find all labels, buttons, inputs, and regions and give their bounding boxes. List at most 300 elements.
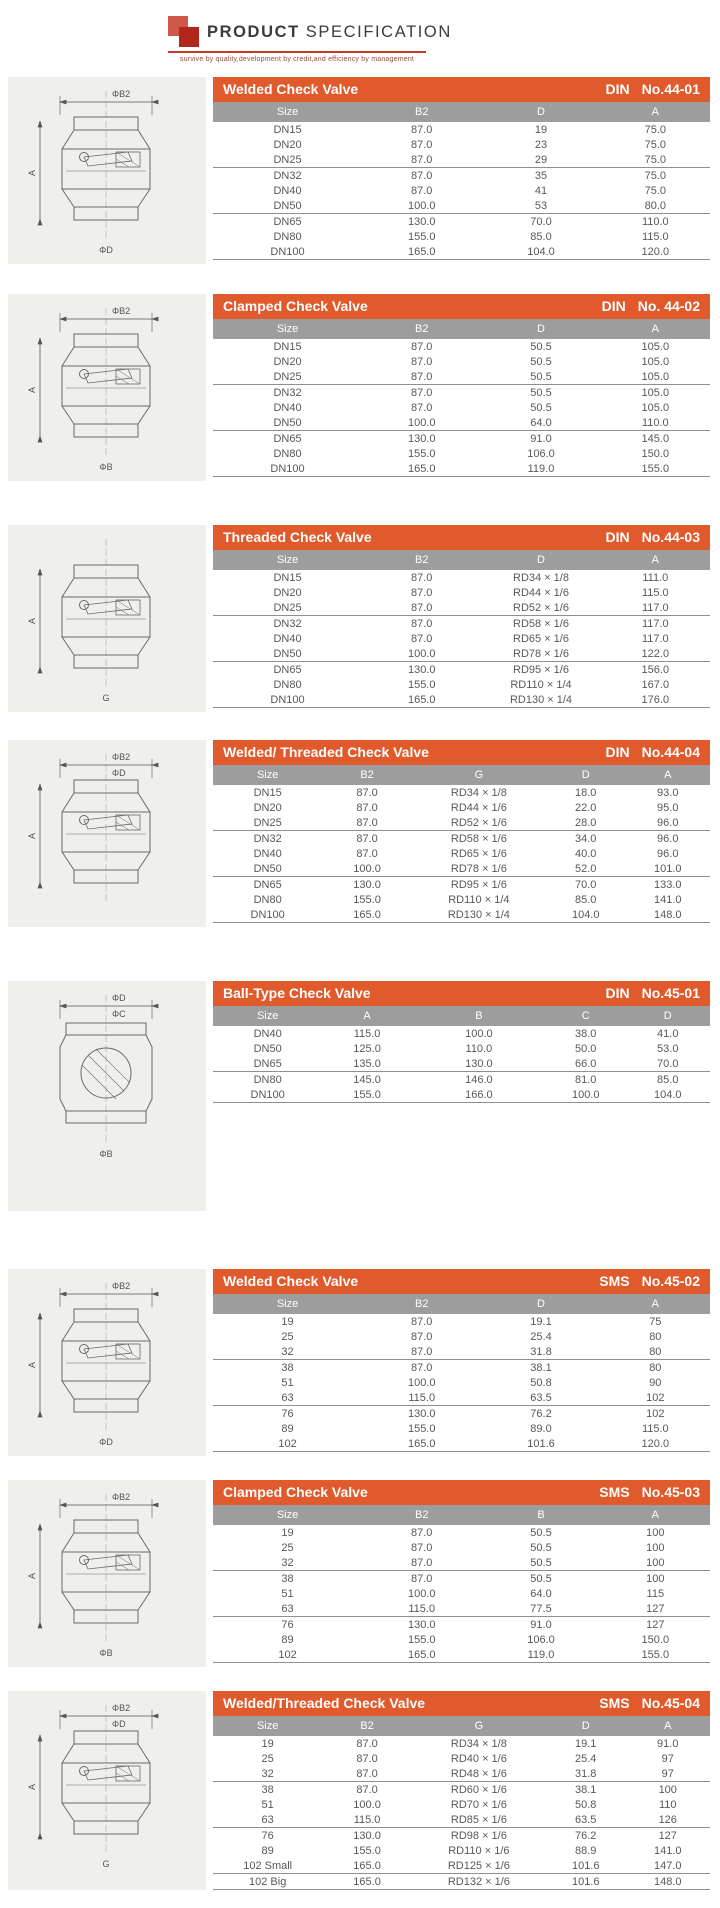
table-cell: 110.0 bbox=[465, 1042, 493, 1055]
table-cell: 85.0 bbox=[657, 1073, 679, 1086]
column-header: C bbox=[546, 1006, 626, 1026]
table-cell: DN40 bbox=[273, 184, 302, 197]
table-row bbox=[213, 1571, 710, 1587]
table-row bbox=[213, 631, 710, 646]
table-cell: 87.0 bbox=[356, 847, 378, 860]
standard-number: No.45-01 bbox=[641, 985, 700, 1001]
table-row bbox=[213, 662, 710, 678]
table-cell: DN25 bbox=[213, 152, 362, 168]
table-cell: 41.0 bbox=[657, 1027, 679, 1040]
table-row bbox=[213, 800, 710, 815]
table-row bbox=[213, 168, 710, 184]
table-cell: DN20 bbox=[273, 138, 302, 151]
spec-section bbox=[8, 525, 710, 712]
column-header: Size bbox=[213, 765, 322, 785]
table-row bbox=[213, 1782, 710, 1798]
table-cell: 66.0 bbox=[546, 1056, 626, 1072]
table-cell: 80 bbox=[601, 1344, 710, 1360]
table-cell: DN80 bbox=[273, 447, 302, 460]
drawing-panel bbox=[8, 981, 206, 1211]
table-cell: 51 bbox=[281, 1376, 294, 1389]
table-cell: RD58 × 1/6 bbox=[513, 617, 569, 630]
table-cell: 145.0 bbox=[641, 432, 670, 445]
table-cell: 155.0 bbox=[407, 230, 436, 243]
table-cell: RD48 × 1/6 bbox=[412, 1766, 546, 1782]
table-cell: 97 bbox=[661, 1752, 674, 1765]
column-header: A bbox=[601, 1294, 710, 1314]
table-cell: 85.0 bbox=[530, 230, 552, 243]
table-cell: DN80 bbox=[273, 230, 302, 243]
table-cell: 50.5 bbox=[530, 1541, 552, 1554]
table-row bbox=[213, 1555, 710, 1571]
table-row bbox=[213, 1072, 710, 1088]
table-cell: 102 Small bbox=[213, 1858, 322, 1874]
table-cell: 87.0 bbox=[356, 1752, 378, 1765]
table-cell: 76.2 bbox=[575, 1829, 597, 1842]
table-cell: 135.0 bbox=[322, 1056, 411, 1072]
table-cell: DN80 bbox=[273, 678, 302, 691]
table-title-bar bbox=[213, 1691, 710, 1716]
table-cell: 96.0 bbox=[657, 847, 679, 860]
table-cell: 155.0 bbox=[322, 1087, 411, 1103]
table-cell: 100 bbox=[601, 1555, 710, 1571]
standard-number: No.44-01 bbox=[641, 81, 700, 97]
table-row bbox=[213, 1812, 710, 1828]
valve-drawing-svg bbox=[16, 531, 198, 707]
standard-label: DIN bbox=[601, 298, 626, 314]
table-cell: 89 bbox=[261, 1844, 274, 1857]
table-cell: 38 bbox=[281, 1572, 294, 1585]
valve-drawing bbox=[16, 300, 198, 481]
table-cell: 63.5 bbox=[546, 1812, 626, 1828]
valve-drawing bbox=[16, 746, 198, 927]
table-cell: 87.0 bbox=[411, 1330, 433, 1343]
standard-number: No.44-03 bbox=[641, 529, 700, 545]
table-cell: 89 bbox=[281, 1633, 294, 1646]
svg-text:ΦD: ΦD bbox=[99, 1437, 113, 1447]
table-row bbox=[213, 1436, 710, 1452]
page-header bbox=[168, 16, 452, 63]
svg-text:A: A bbox=[27, 1361, 37, 1369]
table-cell: 165.0 bbox=[362, 692, 481, 708]
table-cell: 100.0 bbox=[353, 1798, 381, 1811]
table-row bbox=[213, 1344, 710, 1360]
table-row bbox=[213, 1843, 710, 1858]
table-row bbox=[213, 646, 710, 662]
table-cell: RD44 × 1/6 bbox=[450, 801, 507, 814]
table-cell: 38 bbox=[261, 1783, 274, 1796]
table-cell: RD78 × 1/6 bbox=[481, 646, 600, 662]
table-cell: 87.0 bbox=[411, 340, 433, 353]
table-row bbox=[213, 1632, 710, 1647]
table-row bbox=[213, 585, 710, 600]
table-cell: 96.0 bbox=[625, 815, 710, 831]
table-cell: DN32 bbox=[253, 832, 282, 845]
table-cell: RD110 × 1/4 bbox=[448, 893, 510, 906]
table-row bbox=[213, 831, 710, 847]
table-cell: DN40 bbox=[253, 1027, 282, 1040]
table-cell: DN15 bbox=[273, 123, 302, 136]
table-cell: 87.0 bbox=[411, 169, 433, 182]
table-cell: 23 bbox=[534, 138, 548, 151]
table-cell: 176.0 bbox=[601, 692, 710, 708]
table-cell: 105.0 bbox=[641, 401, 670, 414]
table-cell: 87.0 bbox=[356, 832, 378, 845]
table-cell: 70.0 bbox=[530, 215, 552, 228]
column-header: D bbox=[481, 102, 600, 122]
table-cell: DN80 bbox=[253, 893, 282, 906]
table-cell: 105.0 bbox=[641, 355, 670, 368]
table-cell: 165.0 bbox=[362, 461, 481, 477]
table-title-bar bbox=[213, 525, 710, 550]
table-cell: RD78 × 1/6 bbox=[412, 861, 546, 877]
table-cell: 91.0 bbox=[657, 1737, 679, 1750]
column-header: B2 bbox=[362, 1505, 481, 1525]
table-cell: DN65 bbox=[273, 215, 302, 228]
table-cell: DN50 bbox=[213, 646, 362, 662]
table-title: Clamped Check Valve bbox=[223, 298, 368, 314]
table-cell: 31.8 bbox=[546, 1766, 626, 1782]
spec-table bbox=[213, 1505, 710, 1663]
table-cell: 90 bbox=[649, 1376, 662, 1389]
table-cell: 89.0 bbox=[530, 1422, 552, 1435]
header-tagline: survive by quality,development by credit,and efficiency by management bbox=[179, 56, 415, 63]
column-header: A bbox=[625, 765, 710, 785]
table-cell: 115.0 bbox=[322, 1812, 411, 1828]
table-cell: 120.0 bbox=[601, 244, 710, 260]
table-cell: 115.0 bbox=[641, 1422, 669, 1435]
table-title: Threaded Check Valve bbox=[223, 529, 372, 545]
table-row bbox=[213, 461, 710, 477]
table-cell: 87.0 bbox=[322, 815, 411, 831]
table-cell: DN65 bbox=[273, 432, 302, 445]
table-cell: DN20 bbox=[273, 355, 302, 368]
svg-text:ΦB2: ΦB2 bbox=[112, 1281, 131, 1291]
table-row bbox=[213, 1406, 710, 1422]
table-cell: 76 bbox=[281, 1618, 294, 1631]
table-cell: 119.0 bbox=[481, 1647, 600, 1663]
table-row bbox=[213, 1540, 710, 1555]
spec-section bbox=[8, 981, 710, 1211]
table-cell: 50.5 bbox=[530, 401, 552, 414]
column-header: D bbox=[546, 765, 626, 785]
column-header: B bbox=[412, 1006, 546, 1026]
table-cell: 87.0 bbox=[356, 1783, 378, 1796]
drawing-panel bbox=[8, 525, 206, 712]
table-cell: 111.0 bbox=[642, 571, 669, 584]
table-cell: 115.0 bbox=[641, 586, 669, 599]
table-cell: 32 bbox=[213, 1344, 362, 1360]
table-cell: 87.0 bbox=[411, 138, 433, 151]
table-cell: 50.5 bbox=[530, 355, 552, 368]
table-cell: RD70 × 1/6 bbox=[450, 1798, 507, 1811]
table-cell: 146.0 bbox=[465, 1073, 493, 1086]
table-cell: 51 bbox=[261, 1798, 274, 1811]
table-cell: 127 bbox=[658, 1829, 677, 1842]
table-row bbox=[213, 1736, 710, 1751]
valve-drawing bbox=[16, 1275, 198, 1456]
svg-text:G: G bbox=[102, 1859, 110, 1869]
table-cell: 130.0 bbox=[353, 878, 381, 891]
table-cell: 50.8 bbox=[530, 1376, 552, 1389]
column-header: D bbox=[625, 1006, 710, 1026]
table-cell: 19.1 bbox=[575, 1737, 597, 1750]
table-cell: 87.0 bbox=[356, 1737, 378, 1750]
table-cell: 87.0 bbox=[411, 617, 433, 630]
table-cell: 50.8 bbox=[575, 1798, 597, 1811]
svg-text:ΦB2: ΦB2 bbox=[112, 1703, 131, 1713]
spec-table bbox=[213, 1294, 710, 1452]
table-row bbox=[213, 1797, 710, 1812]
svg-text:ΦB2: ΦB2 bbox=[112, 1492, 131, 1502]
table-title: Welded Check Valve bbox=[223, 81, 359, 97]
table-row bbox=[213, 1390, 710, 1406]
table-standard bbox=[599, 1484, 700, 1500]
table-cell: 38.1 bbox=[575, 1783, 597, 1796]
table-row bbox=[213, 229, 710, 244]
table-cell: 96.0 bbox=[657, 832, 679, 845]
table-row bbox=[213, 183, 710, 198]
table-cell: 165.0 bbox=[362, 244, 481, 260]
table-cell: 155.0 bbox=[407, 678, 436, 691]
brand-logo-icon bbox=[168, 16, 200, 48]
standard-label: DIN bbox=[605, 744, 630, 760]
svg-text:A: A bbox=[27, 832, 37, 840]
standard-label: DIN bbox=[605, 985, 630, 1001]
spec-table-wrap bbox=[213, 1269, 710, 1456]
table-cell: 150.0 bbox=[641, 447, 670, 460]
table-cell: RD110 × 1/4 bbox=[510, 678, 572, 691]
table-cell: DN15 bbox=[273, 571, 302, 584]
spec-section bbox=[8, 1480, 710, 1667]
table-cell: 64.0 bbox=[481, 415, 600, 431]
table-cell: RD34 × 1/8 bbox=[450, 1737, 507, 1750]
table-cell: 87.0 bbox=[362, 1344, 481, 1360]
table-cell: 127 bbox=[601, 1601, 710, 1617]
table-cell: 145.0 bbox=[353, 1073, 381, 1086]
column-header: D bbox=[481, 550, 600, 570]
table-cell: 100 bbox=[646, 1541, 665, 1554]
svg-text:ΦB: ΦB bbox=[99, 1648, 113, 1658]
table-cell: 150.0 bbox=[641, 1633, 670, 1646]
table-cell: 165.0 bbox=[322, 1858, 411, 1874]
table-cell: 70.0 bbox=[575, 878, 597, 891]
table-cell: 148.0 bbox=[625, 907, 710, 923]
column-header: Size bbox=[213, 1006, 322, 1026]
table-row bbox=[213, 369, 710, 385]
svg-text:ΦC: ΦC bbox=[112, 1009, 126, 1019]
header-rule bbox=[168, 51, 426, 53]
spec-table bbox=[213, 550, 710, 708]
column-header: Size bbox=[213, 319, 362, 339]
table-cell: 130.0 bbox=[412, 1056, 546, 1072]
table-cell: 100.0 bbox=[362, 646, 481, 662]
table-cell: 155.0 bbox=[407, 1422, 436, 1435]
table-cell: RD110 × 1/6 bbox=[448, 1844, 510, 1857]
table-cell: 25.4 bbox=[575, 1752, 597, 1765]
spec-table-wrap bbox=[213, 77, 710, 264]
table-cell: 87.0 bbox=[356, 801, 378, 814]
spec-table-wrap bbox=[213, 740, 710, 927]
table-cell: 53.0 bbox=[657, 1042, 679, 1055]
table-row bbox=[213, 861, 710, 877]
table-cell: 31.8 bbox=[481, 1344, 600, 1360]
table-row bbox=[213, 431, 710, 447]
standard-number: No.44-04 bbox=[641, 744, 700, 760]
valve-drawing bbox=[16, 1697, 198, 1878]
table-cell: 41 bbox=[534, 184, 548, 197]
spec-table bbox=[213, 102, 710, 260]
table-cell: 40.0 bbox=[575, 847, 597, 860]
standard-label: SMS bbox=[599, 1484, 630, 1500]
table-cell: DN20 bbox=[273, 586, 302, 599]
column-header: A bbox=[601, 550, 710, 570]
table-row bbox=[213, 152, 710, 168]
table-cell: 80 bbox=[649, 1361, 662, 1374]
table-cell: RD130 × 1/4 bbox=[412, 907, 546, 923]
table-cell: 147.0 bbox=[625, 1858, 710, 1874]
table-cell: 126 bbox=[625, 1812, 710, 1828]
page-title-rest: SPECIFICATION bbox=[305, 22, 452, 41]
table-cell: DN50 bbox=[213, 415, 362, 431]
column-header-row bbox=[213, 1505, 710, 1525]
table-cell: RD95 × 1/6 bbox=[513, 663, 569, 676]
column-header-row bbox=[213, 319, 710, 339]
table-row bbox=[213, 600, 710, 616]
table-cell: 97 bbox=[625, 1766, 710, 1782]
table-cell: 87.0 bbox=[411, 586, 433, 599]
table-cell: 100.0 bbox=[407, 1376, 436, 1389]
table-title-bar bbox=[213, 1480, 710, 1505]
spec-table-wrap bbox=[213, 525, 710, 712]
page-title-bold: PRODUCT bbox=[207, 22, 300, 41]
table-cell: RD58 × 1/6 bbox=[450, 832, 507, 845]
table-cell: 75.0 bbox=[644, 123, 667, 136]
table-cell: 25 bbox=[281, 1330, 294, 1343]
column-header: D bbox=[481, 319, 600, 339]
table-cell: 75 bbox=[649, 1315, 662, 1328]
table-row bbox=[213, 1525, 710, 1540]
table-cell: DN32 bbox=[273, 386, 302, 399]
column-header: A bbox=[601, 1505, 710, 1525]
table-cell: RD65 × 1/6 bbox=[513, 632, 569, 645]
standard-number: No. 44-02 bbox=[637, 298, 700, 314]
table-cell: RD40 × 1/6 bbox=[450, 1752, 507, 1765]
table-cell: 141.0 bbox=[653, 893, 682, 906]
table-cell: 110.0 bbox=[641, 215, 669, 228]
valve-drawing-svg bbox=[16, 987, 198, 1163]
table-row bbox=[213, 877, 710, 893]
table-cell: DN32 bbox=[273, 169, 302, 182]
column-header: D bbox=[481, 1294, 600, 1314]
table-cell: 115.0 bbox=[641, 230, 669, 243]
svg-text:A: A bbox=[27, 617, 37, 625]
table-cell: 101.6 bbox=[481, 1436, 600, 1452]
column-header: B2 bbox=[362, 102, 481, 122]
table-cell: RD65 × 1/6 bbox=[450, 847, 507, 860]
table-cell: 105.0 bbox=[641, 340, 670, 353]
table-cell: 130.0 bbox=[353, 1829, 381, 1842]
table-cell: 125.0 bbox=[353, 1042, 381, 1055]
table-cell: DN50 bbox=[213, 198, 362, 214]
table-cell: 75.0 bbox=[601, 152, 710, 168]
column-header-row bbox=[213, 1716, 710, 1736]
table-cell: 63.5 bbox=[481, 1390, 600, 1406]
table-cell: DN15 bbox=[273, 340, 302, 353]
table-standard bbox=[606, 529, 700, 545]
svg-text:ΦD: ΦD bbox=[112, 993, 126, 1003]
table-cell: 130.0 bbox=[407, 1407, 436, 1420]
table-standard bbox=[599, 1273, 700, 1289]
table-row bbox=[213, 415, 710, 431]
table-cell: 155.0 bbox=[601, 1647, 710, 1663]
table-cell: RD44 × 1/6 bbox=[513, 586, 569, 599]
table-cell: DN65 bbox=[273, 663, 302, 676]
table-cell: 127 bbox=[646, 1618, 665, 1631]
table-cell: 155.0 bbox=[601, 461, 710, 477]
table-cell: 104.0 bbox=[546, 907, 626, 923]
column-header-row bbox=[213, 102, 710, 122]
table-cell: 165.0 bbox=[362, 1647, 481, 1663]
table-cell: 87.0 bbox=[411, 401, 433, 414]
table-cell: 115.0 bbox=[362, 1390, 481, 1406]
standard-label: DIN bbox=[605, 529, 630, 545]
column-header: G bbox=[412, 765, 546, 785]
table-cell: 133.0 bbox=[653, 878, 682, 891]
table-standard bbox=[599, 1695, 700, 1711]
table-cell: RD52 × 1/6 bbox=[481, 600, 600, 616]
svg-text:ΦB: ΦB bbox=[99, 1149, 113, 1159]
table-cell: 19 bbox=[281, 1526, 294, 1539]
table-cell: 50.5 bbox=[530, 340, 552, 353]
table-cell: 87.0 bbox=[362, 152, 481, 168]
table-title: Welded/ Threaded Check Valve bbox=[223, 744, 429, 760]
table-cell: 100.0 bbox=[322, 861, 411, 877]
spec-table-wrap bbox=[213, 294, 710, 481]
table-cell: 87.0 bbox=[411, 1315, 433, 1328]
table-cell: 101.0 bbox=[625, 861, 710, 877]
table-row bbox=[213, 1647, 710, 1663]
table-cell: 19 bbox=[534, 123, 548, 136]
table-cell: 115.0 bbox=[353, 1027, 381, 1040]
table-cell: 155.0 bbox=[407, 1633, 436, 1646]
valve-drawing bbox=[16, 531, 198, 712]
table-title-bar bbox=[213, 981, 710, 1006]
table-cell: 165.0 bbox=[322, 1874, 411, 1890]
table-cell: 102 bbox=[646, 1407, 665, 1420]
table-title: Welded Check Valve bbox=[223, 1273, 359, 1289]
table-cell: 106.0 bbox=[527, 1633, 555, 1646]
spec-table-wrap bbox=[213, 981, 710, 1211]
table-cell: 76.2 bbox=[530, 1407, 552, 1420]
table-cell: RD85 × 1/6 bbox=[412, 1812, 546, 1828]
table-cell: 52.0 bbox=[546, 861, 626, 877]
table-cell: 75.0 bbox=[644, 169, 667, 182]
table-cell: 89 bbox=[281, 1422, 294, 1435]
table-cell: 155.0 bbox=[353, 893, 381, 906]
spec-table bbox=[213, 1006, 710, 1103]
table-row bbox=[213, 846, 710, 861]
table-cell: 87.0 bbox=[411, 1541, 433, 1554]
valve-drawing-svg bbox=[16, 1697, 198, 1873]
table-row bbox=[213, 907, 710, 923]
table-title-bar bbox=[213, 740, 710, 765]
standard-number: No.45-03 bbox=[641, 1484, 700, 1500]
table-cell: 100 bbox=[646, 1572, 665, 1585]
table-cell: 87.0 bbox=[362, 600, 481, 616]
column-header: B2 bbox=[362, 550, 481, 570]
table-row bbox=[213, 1751, 710, 1766]
